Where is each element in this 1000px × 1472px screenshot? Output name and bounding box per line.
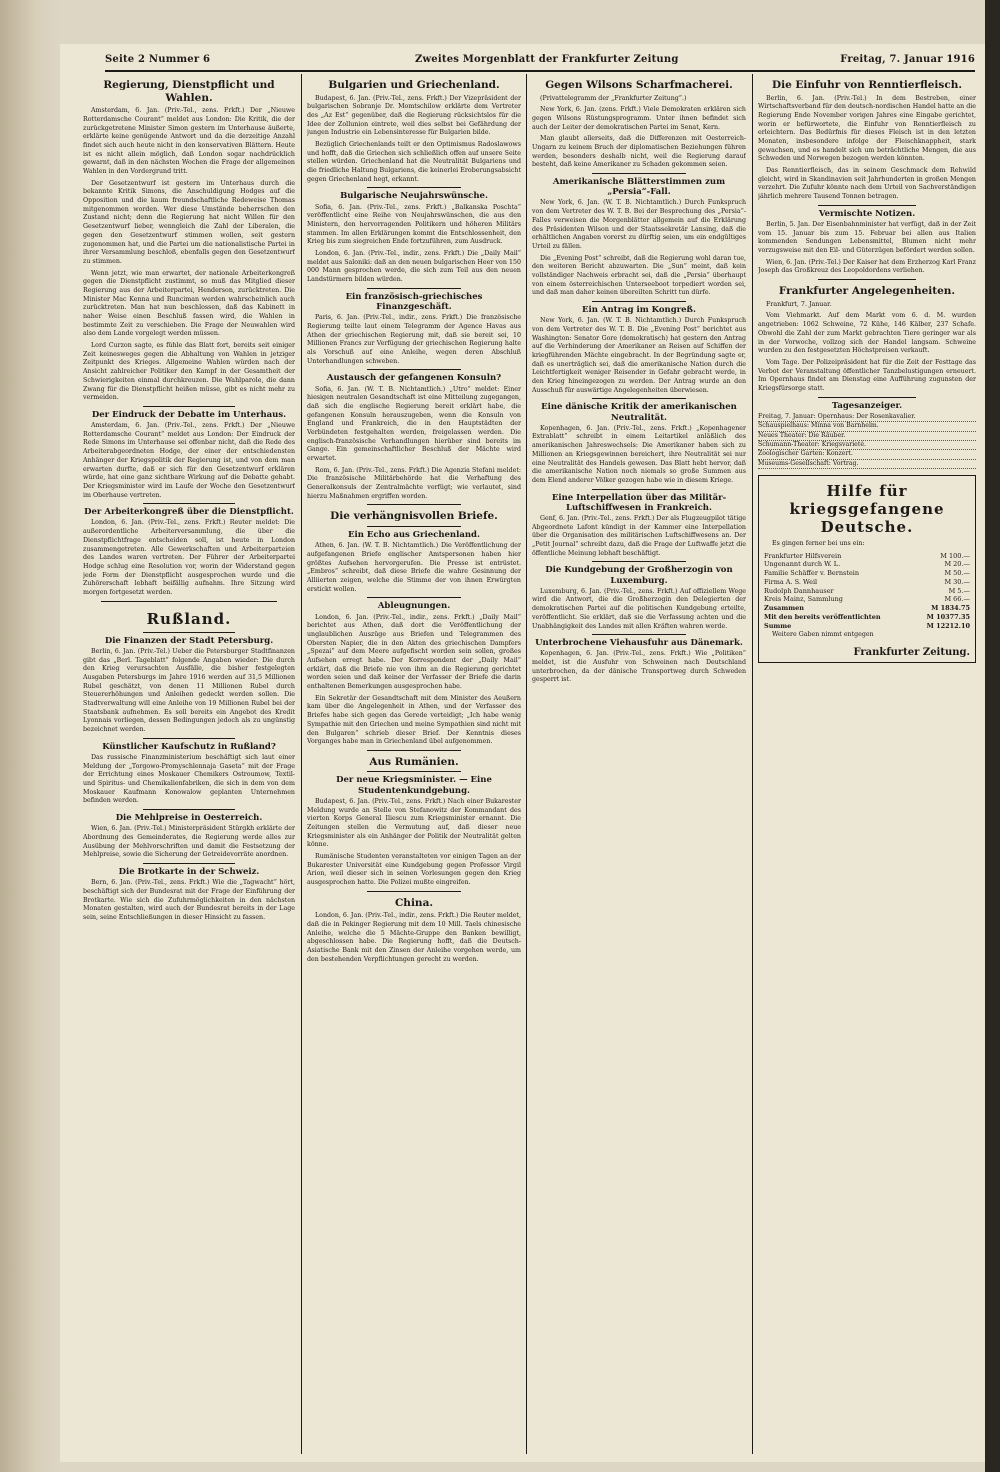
article-paragraph: Vom Tage. Der Polizeipräsident hat für die Zeit der Festtage das Verbot der Veranstaltung öffentlicher Tanzbelustigungen erneuert. Im Opernhaus findet am Dienstag eine Aufführung zugunsten der Kriegsfürsorge statt.	[758, 358, 976, 392]
article-headline: Der neue Kriegsminister. — Eine Studentenkundgebung.	[336, 775, 492, 796]
donor-name: Firma A. S. Weil	[764, 577, 818, 586]
article-divider	[143, 738, 235, 739]
paper-title: Zweites Morgenblatt der Frankfurter Zeitung	[415, 54, 679, 65]
article-headline: China.	[394, 896, 434, 909]
article-headline: Künstlicher Kaufschutz in Rußland?	[102, 741, 276, 752]
article-headline: Die Brotkarte in der Schweiz.	[118, 866, 260, 877]
donor-name: Ungenannt durch W. L.	[764, 560, 841, 569]
article-headline: Ein Antrag im Kongreß.	[582, 305, 696, 316]
article-paragraph: New York, 6. Jan. (W. T. B. Nichtamtlich.) Durch Funkspruch von dem Vertreter des W. T. B. Die „Evening Post“ berichtet aus Washington: Senator Gore (demokratisch) hat gestern den Antrag auf die Verhinderung der Amerikaner an Reisen auf Schiffen der kriegführenden Mächte eingebracht. In der Begründung sagte er, daß es unerträglich sei, daß die amerikanische Nation durch die Leichtfertigkeit weniger Reisender in Gefahr gebracht werde, in den Krieg hineingezogen zu werden. Der Antrag wurde an den Ausschuß für auswärtige Angelegenheiten überwiesen.	[532, 317, 746, 394]
article-paragraph: Das Renntierfleisch, das in seinem Geschmack dem Rehwild gleicht, wird in Skandinavien seit Jahrhunderten in großen Mengen verzehrt. Die Zufuhr könnte nach dem Urteil von Sachverständigen jährlich mehrere Tausend Tonnen betragen.	[758, 167, 976, 201]
article-headline: Ableugnungen.	[377, 601, 451, 612]
article-paragraph: London, 6. Jan. (Priv.-Tel., zens. Frkft.) Reuter meldet: Die außerordentliche Arbeiterversammlung, die über die Dienstpflichtfrage entscheiden soll, ist heute in London zusammengetreten. Alle Gewerkschaften und Arbeiterparteien des Landes waren vertreten. Der Führer der Arbeiterpartei Hodge schlug eine Resolution vor, worin der Widerstand gegen jede Form der Dienstpflicht ausgesprochen wurde und die Zuhörerschaft lebhaft beifällig aufnahm. Ihre Sitzung wird morgen fortgesetzt werden.	[83, 519, 295, 596]
donor-name: Rudolph Dannhauser	[764, 586, 834, 595]
article-divider	[367, 504, 461, 505]
listing-row: Schauspielhaus: Minna von Barnhelm.	[758, 422, 976, 431]
column-4	[758, 74, 976, 1449]
article-divider	[818, 279, 916, 280]
donation-subtotal-label: Zusammen	[764, 604, 804, 613]
article-paragraph: Rumänische Studenten veranstalteten vor einigen Tagen an der Bukarester Universität eine Kundgebung gegen Professor Virgil Arion, weil dieser sich in seinen Vorlesungen gegen den Krieg ausgesprochen hatte. Die Polizei mußte eingreifen.	[307, 852, 521, 887]
article-headline: Die verhängnisvollen Briefe.	[330, 510, 498, 523]
article-paragraph: Bern, 6. Jan. (Priv.-Tel., zens. Frkft.) Wie die „Tagwacht“ hört, beschäftigt sich der Bundesrat mit der Frage der Einführung der Brotkarte. Wie sich die Zufuhrmöglichkeiten in den nächsten Monaten gestalten, wird auch der Bundesrat bereits in der Lage sein, seine Entschließungen in dieser Hinsicht zu fassen.	[83, 879, 295, 921]
article-headline: Die Einfuhr von Renntierfleisch.	[771, 79, 963, 91]
article-divider	[367, 891, 461, 892]
donation-previous-value: M 10377.35	[926, 613, 970, 622]
article-paragraph: Sofia, 6. Jan. (W. T. B. Nichtamtlich.) „Utro“ meldet: Einer hiesigen neutralen Gesandtschaft ist eine Mitteilung zugegangen, daß sich die englische Regierung bereit erklärt habe, die gefangenen Konsuln herauszugeben, wenn die Konsuln von England und Frankreich, die in den Hauptstädten der Verbündeten festgehalten werden, freigelassen werden. Die englisch-französische Verhandlungen hierüber sind bereits im Gange. Ein gemeinschaftlicher Beschluß der Mächte wird erwartet.	[307, 385, 521, 463]
article-divider	[367, 597, 461, 598]
donation-total-label: Summe	[764, 621, 792, 630]
article-divider	[367, 369, 461, 370]
donor-amount: M 5.—	[948, 586, 970, 595]
article-paragraph: Amsterdam, 6. Jan. (Priv.-Tel., zens. Frkft.) Der „Nieuwe Rotterdamsche Courant“ meldet aus London: Der Eindruck der Rede Simons im Unterhause sei offenbar nicht, daß die Rede des Arbeiterabgeordneten Hodge, der einer der entschiedensten Anhänger der Kriegspolitik der Regierung ist, und von dem man erwarten durfte, daß er sich für den Gesetzentwurf erklären würde, hat eine ganz sichtbare Wirkung auf die Debatte gehabt. Der Kriegsminister wird im Laufe der Woche den Gesetzentwurf im Oberhause vertreten.	[83, 422, 295, 499]
article-headline: Der Arbeiterkongreß über die Dienstpflicht.	[84, 507, 294, 518]
article-paragraph: London, 6. Jan. (Priv.-Tel., indir., zens. Frkft.) Die Reuter meldet, daß die in Pekinger Regierung mit dem 10 Mill. Taels chinesische Anleihe, welche die 5 Mächte-Gruppe den Banken bewilligt, abgeschlossen habe. Die Regierung hofft, daß die Deutsch-Asiatische Bank mit den Zinsen der Anleihe vorgehen werde, um den bestehenden Verpflichtungen gerecht zu werden.	[307, 912, 521, 963]
column-3	[532, 74, 746, 1449]
article-headline: Regierung, Dienstpflicht und Wahlen.	[103, 79, 275, 104]
article-headline: Tagesanzeiger.	[831, 400, 903, 411]
donation-footer: Weitere Gaben nimmt entgegen	[772, 630, 874, 638]
donation-row	[764, 552, 970, 561]
article-paragraph: Amsterdam, 6. Jan. (Priv.-Tel., zens. Frkft.) Der „Nieuwe Rotterdamsche Courant“ meldet aus London: Die Kritik, die der zurückgetretene Minister Simon gestern im Unterhause äußerte, erklärte keine genügende Antwort und da die derzeitige Anzahl findet sich auch heute nicht in den konservativen Blättern. Heute ist es nicht allein möglich, daß London sogar nachdrücklich gewarnt, daß in den nächsten Wochen die Frage der allgemeinen Wahlen in den Vordergrund tritt.	[83, 107, 295, 175]
article-divider	[592, 489, 686, 490]
article-divider	[367, 526, 461, 527]
article-divider	[101, 601, 277, 602]
donation-subtotal	[764, 604, 970, 613]
donation-intro: Es gingen ferner bei uns ein:	[772, 539, 865, 547]
article-paragraph: (Privattelegramm der „Frankfurter Zeitung“.)	[540, 94, 687, 102]
article-headline: Ein französisch-griechisches Finanzgeschäft.	[345, 291, 483, 313]
article-paragraph: Wien, 6. Jan. (Priv.-Tel.) Ministerpräsident Stürgkh erklärte der Abordnung des Gemeinderates, die Regierung werde alles zur Ausübung der Mehlvorschriften und damit die Festsetzung der Mehlpreise, sowie die Sicherung der Getreidevorräte anordnen.	[83, 825, 295, 859]
article-paragraph: Lord Curzon sagte, es fühle das Blatt fort, bereits seit einiger Zeit keinesweges gegen die Abhaltung von Wahlen in jetziger Zeitpunkt des Krieges. Allgemeine Wahlen würden nach der Ansicht zahlreicher Politiker den Kampf in der Gesamtheit der Schwierigkeiten einmal durchkreuzen. Die Wahlparole, die dann Zwang für die Dienstpflicht heißen müsse, gibt es nicht mehr zu vermeiden.	[83, 342, 295, 402]
article-divider	[143, 863, 235, 864]
column-rule	[752, 74, 753, 1454]
article-headline: Die Finanzen der Stadt Petersburg.	[104, 635, 274, 646]
article-paragraph: Kopenhagen, 6. Jan. (Priv.-Tel., zens. Frkft.) Wie „Politiken“ meldet, ist die Ausfuhr von Schweinen nach Deutschland unterbrochen, da der dänische Transportweg durch Schweden gesperrt ist.	[532, 650, 746, 684]
article-headline: Austausch der gefangenen Konsuln?	[326, 373, 502, 384]
article-headline: Aus Rumänien.	[369, 755, 459, 768]
article-divider	[143, 632, 235, 633]
header-rule	[105, 70, 975, 72]
article-paragraph: Budapest, 6. Jan. (Priv.-Tel., zens. Frkft.) Der Vizepräsident der bulgarischen Sobranje Dr. Momtschilow erklärte dem Vertreter des „Az Est“ gegenüber, daß die Regierung rücksichtslos für die Idee der Zollunion eintrete, weil dies selbst bei Gefährdung der jungen Industrie ein Lebensinteresse für Bulgarien bilde.	[307, 94, 521, 137]
article-paragraph: Das russische Finanzministerium beschäftigt sich laut einer Meldung der „Torgowo-Promyschlennaja Gaseta“ mit der Frage der Errichtung eines Moskauer Chemikers Ostroumow, Textil- und Spiritus- und Chemikalienfabriken, die sich in dem von dem Moskauer Kaufmann Konowalow geplanten Unternehmen befinden werden.	[83, 753, 295, 805]
article-paragraph: Bezüglich Griechenlands teilt er den Optimismus Radoslawows und hofft, daß die Griechen sich schließlich offen auf unsere Seite stellen würden. Griechenland hat die Neutralität Bulgariens und die friedliche Haltung Bulgariens, die keinerlei Eroberungsabsicht gegen Griechenland hegt, erkannt.	[307, 141, 521, 183]
donation-row	[764, 569, 970, 578]
article-paragraph: Vom Viehmarkt. Auf dem Markt vom 6. d. M. wurden angetrieben: 1062 Schweine, 72 Kühe, 146 Kälber, 237 Schafe. Obwohl die Zahl der zum Markt gebrachten Tiere geringer war als in der Vorwoche, vollzog sich der Handel langsam. Schweine wurden zu den festgesetzten Höchstpreisen verkauft.	[758, 312, 976, 355]
donation-total	[764, 622, 970, 631]
article-paragraph: Ein Sekretär der Gesandtschaft mit dem Minister des Aeußern kam über die Angelegenheit in Athen, und der Verfasser des Briefes habe sich gegen das Gerede verteidigt; „Ich habe wenig Sympathie mit den Griechen und meine Sympathien sind nicht mit den Bulgaren“ schrieb dieser Brief. Der Kenntnis dieses Vorganges habe man in Griechenland übel aufgenommen.	[307, 694, 521, 746]
article-headline: Ein Echo aus Griechenland.	[348, 530, 480, 541]
donor-amount: M 50.—	[944, 569, 970, 578]
listing-row: Neues Theater: Die Räuber.	[758, 432, 976, 441]
donation-row	[764, 587, 970, 596]
article-headline: Amerikanische Blätterstimmen zum „Persia“-Fall.	[552, 177, 726, 198]
article-paragraph: Sofia, 6. Jan. (Priv.-Tel., zens. Frkft.) „Balkanska Poschta“ veröffentlicht eine Reihe von Neujahrswünschen, die aus den Ministern, den hervorragenden Politikern und höheren Militärs stammen. Im allen Erklärungen kommt die Entschlossenheit, den Krieg bis zum siegreichen Ende fortzuführen, zum Ausdruck.	[307, 203, 521, 246]
article-headline: Der Eindruck der Debatte im Unterhaus.	[91, 409, 287, 420]
article-paragraph: Frankfurt, 7. Januar.	[766, 300, 832, 308]
article-divider	[143, 406, 235, 407]
donor-name: Familie Schäffer v. Bernstein	[764, 569, 860, 578]
page-number: Seite 2 Nummer 6	[105, 54, 211, 65]
article-paragraph: Berlin, 5. Jan. Der Eisenbahnminister hat verfügt, daß in der Zeit vom 15. Januar bis zum 15. Februar bei allen aus Italien kommenden Sendungen Lebensmittel, Blumen nicht mehr vorzugsweise mit den Eil- und Güterzügen befördert werden sollen.	[758, 221, 976, 255]
column-1	[83, 74, 295, 1449]
article-headline: Frankfurter Angelegenheiten.	[778, 285, 956, 298]
article-divider	[143, 809, 235, 810]
article-headline: Bulgarische Neujahrswünsche.	[340, 191, 488, 202]
article-paragraph: New York, 6. Jan. (zens. Frkft.) Viele Demokraten erklären sich gegen Wilsons Rüstungsprogramm. Unter ihnen befindet sich auch der Leiter der demokratischen Partei im Senat, Kern.	[532, 106, 746, 131]
donation-row	[764, 595, 970, 604]
donor-amount: M 20.—	[944, 560, 970, 569]
article-divider	[592, 173, 686, 174]
article-headline: Vermischte Notizen.	[818, 208, 916, 219]
listing-row: Freitag, 7. Januar: Opernhaus: Der Rosenkavalier.	[758, 413, 976, 422]
donation-previous-label: Mit den bereits veröffentlichten	[764, 613, 881, 622]
article-divider	[592, 398, 686, 399]
donation-previous	[764, 613, 970, 622]
column-2	[307, 74, 521, 1449]
column-rule	[526, 74, 527, 1454]
article-headline: Rußland.	[146, 609, 232, 628]
column-rule	[301, 74, 302, 1454]
article-headline: Die Mehlpreise in Oesterreich.	[115, 813, 263, 823]
article-divider	[367, 771, 461, 772]
donor-name: Frankfurter Hilfsverein	[764, 551, 842, 560]
article-paragraph: Man glaubt allerseits, daß die Differenzen mit Oesterreich-Ungarn zu keinem Bruch der diplomatischen Beziehungen führen werden, besonders deshalb nicht, weil die Regierung darauf besteht, daß keine Amerikaner zu Schaden gekommen seien.	[532, 135, 746, 169]
article-paragraph: Athen, 6. Jan. (W. T. B. Nichtamtlich.) Die Veröffentlichung der aufgefangenen Briefe englischer Amtspersonen haben hier größtes Aufsehen hervorgerufen. Die Presse ist entrüstet. „Embros“ schreibt, daß diese Briefe die wahre Gesinnung der Alliierten zeigen, welche die Stimme der von ihnen Erwürgten erstickt wollen.	[307, 542, 521, 593]
donation-total-value: M 12212.10	[926, 621, 970, 630]
article-paragraph: Rom, 6. Jan. (Priv.-Tel., zens. Frkft.) Die Agenzia Stefani meldet: Die französische Militärbehörde hat die Verhaftung des Generalkonsuls der Zentralmächte verfügt; wie verlautet, sind hierzu Maßnahmen ergriffen worden.	[307, 466, 521, 500]
article-headline: Bulgarien und Griechenland.	[328, 79, 500, 91]
donation-subtotal-value: M 1834.75	[931, 604, 970, 613]
article-divider	[592, 301, 686, 302]
article-headline: Unterbrochene Viehausfuhr aus Dänemark.	[535, 638, 743, 649]
donation-row	[764, 578, 970, 587]
article-paragraph: Wenn jetzt, wie man erwartet, der nationale Arbeiterkongreß gegen die Dienstpflicht zustimmt, so muß das Mitglied dieser Regierung aus der Arbeiterpartei, Henderson, zurücktreten. Die Minister Mac Kenna und Runciman werden wahrscheinlich auch zurücktreten. Man hat nun beschlossen, daß das Kabinett in naher Weise einen Beschluß fassen wird, die Wahlen in bestimmte Zeit zu verschieben. Die Frage der Neuwahlen wird also dem Lande vorgelegt werden müssen.	[83, 269, 295, 338]
donation-signature: Frankfurter Zeitung.	[853, 647, 970, 659]
listing-row: Museums-Gesellschaft: Vortrag.	[758, 460, 976, 469]
article-divider	[367, 750, 461, 751]
theater-listings	[758, 413, 976, 469]
article-headline: Eine Interpellation über das Militär-Luftschiffwesen in Frankreich.	[551, 492, 727, 513]
article-paragraph: Luxemburg, 6. Jan. (Priv.-Tel., zens. Frkft.) Auf offiziellem Wege wird die Antwort, die die Großherzogin den Delegierten der demokratischen Partei auf die politischen Kundgebung erteilte, veröffentlicht. Sie erklärt, daß sie die Verfassung achten und die Unabhängigkeit des Landes mit allen Kräften wahren werde.	[532, 587, 746, 630]
article-paragraph: Genf, 6. Jan. (Priv.-Tel., zens. Frkft.) Der als Flugzeugpilot tätige Abgeordnete Lafont kündigt in der Kammer eine Interpellation über die Organisation des militärischen Luftschiffwesens an. Der „Petit Journal“ schreibt dazu, daß die Frage der Luftwaffe jetzt die öffentliche Meinung lebhaft beschäftigt.	[532, 514, 746, 557]
article-paragraph: London, 6. Jan. (Priv.-Tel., indir., zens. Frkft.) „Daily Mail“ berichtet aus Athen, daß dort die Veröffentlichung der unglaublichen Auszüge aus Briefen und Telegrammen des Obersten Napier, die in den Akten des griechischen Dampfers „Spezai“ auf dem Meere aufgefischt worden sein sollen, großes Aufsehen erregt habe. Der Korrespondent der „Daily Mail“ erklärt, daß die Briefe nie von ihm an die Regierung gerichtet worden seien und daß keiner der Verfasser der Briefe die darin enthaltenen Bemerkungen ausgesprochen habe.	[307, 613, 521, 691]
article-paragraph: Kopenhagen, 6. Jan. (Priv.-Tel., zens. Frkft.) „Kopenhagener Extrablatt“ schreibt in einem Leitartikel anläßlich des amerikanischen Jahreswechsels: Die Amerikaner haben sich zu Millionen an Kriegsgewinnen bereichert, ihre Neutralität sei nur eine Neutralität des Handels gewesen. Das Blatt hebt hervor, daß die amerikanische Nation noch niemals so große Summen aus dem Elend anderer Völker gezogen habe wie in diesem Kriege.	[532, 424, 746, 484]
donation-title: Hilfe für kriegsgefangene Deutsche.	[789, 481, 945, 536]
article-divider	[592, 561, 686, 562]
article-paragraph: Der Gesetzentwurf ist gestern im Unterhaus durch die bekannte Kritik Simons, die Anschuldigung Hodges auf die Opposition und die kaum freundschaftliche Redeweise Thomas mitgenommen worden. Wer diese Umstände beherrschen den Zustand nicht; denn die Regierung hat nicht Willen für den Gesetzentwurf lieber, wenngleich die Zahl der Liberalen, die gegen den Gesetzentwurf stimmen wollen, seit gestern zugenommen hat, und die Partei um die nationalistische Partei in ihrer Versammlung beschloß, ebenfalls gegen den Gesetzentwurf zu stimmen.	[83, 179, 295, 265]
article-paragraph: New York, 6. Jan. (W. T. B. Nichtamtlich.) Durch Funkspruch von dem Vertreter des W. T. B. Bei der Besprechung des „Persia“-Falles verweisen die Morgenblätter allgemein auf die Erklärung des Präsidenten Wilson und der Staatssekretär Lansing, daß die erhältlichen Angaben vorerst zu dürftig seien, um ein endgültiges Urteil zu fällen.	[532, 199, 746, 250]
article-headline: Gegen Wilsons Scharfmacherei.	[545, 79, 733, 91]
article-divider	[818, 205, 916, 206]
donation-row	[764, 560, 970, 569]
article-headline: Die Kundgebung der Großherzogin von Luxemburg.	[545, 565, 733, 586]
listing-row: Zoologischer Garten: Konzert.	[758, 450, 976, 459]
article-paragraph: Paris, 6. Jan. (Priv.-Tel., indir., zens. Frkft.) Die französische Regierung teilte laut einem Telegramm der Agence Havas aus Athen der griechischen Regierung mit, daß sie bereit sei, 10 Millionen Francs zur Verfügung der griechischen Regierung halte als Vorschuß auf eine Anleihe, wegen deren Abschluß Unterhandlungen schweben.	[307, 314, 521, 365]
article-divider	[592, 634, 686, 635]
article-divider	[367, 187, 461, 188]
article-headline: Eine dänische Kritik der amerikanischen Neutralität.	[541, 402, 737, 423]
article-paragraph: Berlin, 6. Jan. (Priv.-Tel.) In dem Bestreben, einer Wirtschaftsverband für den deutsch-nordischen Handel hatte an die Regierung Ende November vorigen Jahres eine Eingabe gerichtet, worin er befürwortete, die Einfuhr von Renntierfleisch zu erleichtern. Das Bedürfnis für dieses Fleisch ist in den letzten Monaten, insbesondere infolge der Fleischknappheit, stark gewachsen, und es handelt sich um beträchtliche Mengen, die aus Schweden und Norwegen bezogen werden könnten.	[758, 94, 976, 163]
article-paragraph: Die „Evening Post“ schreibt, daß die Regierung wohl daran tue, den weiteren Bericht abzuwarten. Die „Sun“ meint, daß kein vollständiger Nachweis erbracht sei, daß die „Persia“ überhaupt von einem österreichischen Unterseeboot torpediert worden sei, und daß man daher keinen übereilten Schritt tun dürfe.	[532, 254, 746, 297]
article-paragraph: London, 6. Jan. (Priv.-Tel., indir., zens. Frkft.) Die „Daily Mail“ meldet aus Saloniki: daß an den neuen bulgarischen Heer von 150 000 Mann gesprochen werde, die sich zum Teil aus den neuen Landstürmern bilden würden.	[307, 250, 521, 284]
donor-name: Kreis Mainz, Sammlung	[764, 595, 843, 604]
donor-amount: M 30.—	[944, 577, 970, 586]
donor-amount: M 66.—	[944, 595, 970, 604]
page-edge	[985, 0, 1000, 1472]
binding-shadow	[0, 0, 60, 1472]
issue-date: Freitag, 7. Januar 1916	[840, 54, 975, 65]
listing-row: Schumann-Theater: Kriegsvarieté.	[758, 441, 976, 450]
article-paragraph: Budapest, 6. Jan. (Priv.-Tel., zens. Frkft.) Nach einer Bukarester Meldung wurde an Stelle von Stefanowitz der Kommandant des vierten Korps General Iliescu zum Kriegsminister ernannt. Die Zeitungen stellen die Vermutung auf, daß dieser neue Kriegsminister als ein Anhänger der Politik der Neutralität gelten könne.	[307, 797, 521, 849]
article-divider	[143, 503, 235, 504]
article-divider	[367, 288, 461, 289]
donation-box	[758, 475, 976, 663]
article-paragraph: Wien, 6. Jan. (Priv.-Tel.) Der Kaiser hat dem Erzherzog Karl Franz Joseph das Großkreuz des Leopoldordens verliehen.	[758, 258, 976, 275]
running-header	[105, 52, 975, 70]
donor-amount: M 100.—	[940, 551, 970, 560]
article-divider	[818, 397, 916, 398]
article-paragraph: Berlin, 6. Jan. (Priv.-Tel.) Ueber die Petersburger Stadtfinanzen gibt das „Berl. Tageblatt“ folgende Angaben wieder: Die durch den Krieg verursachten Ausfälle, die bisher festgelegten Ausgaben Petersburgs im Jahre 1916 werden auf 31,5 Millionen Rubel geschätzt, von denen 11 Millionen Rubel durch Steuererhöhungen und Anleihen gedeckt werden sollen. Die Stadtverwaltung will eine Anleihe von 19 Millionen Rubel bei der Staatsbank aufnehmen. Es soll bereits ein Angebot des Kredit Lyonnais vorliegen, dessen Bedingungen jedoch als zu ungünstig bezeichnet werden.	[83, 647, 295, 733]
